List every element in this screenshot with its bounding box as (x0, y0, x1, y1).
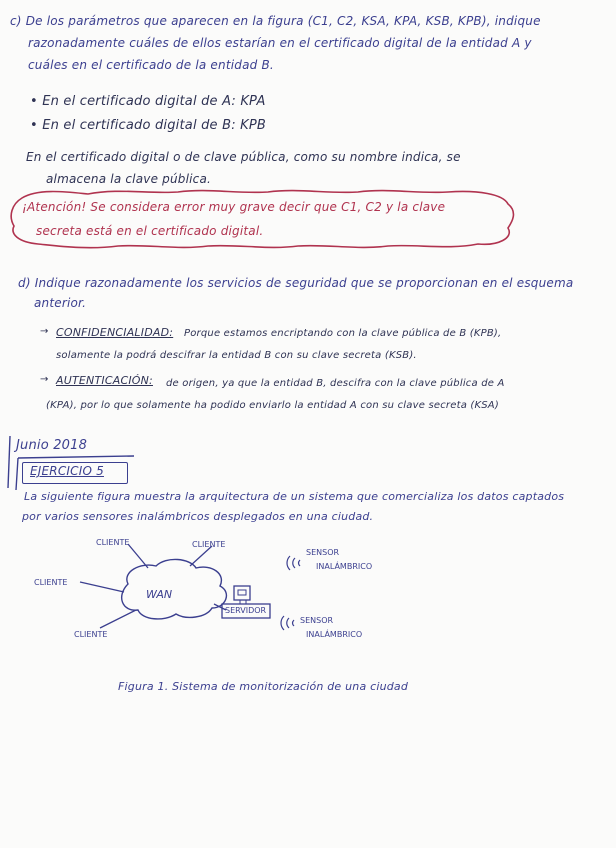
client-top-left-label: CLIENTE (96, 538, 130, 547)
server-label: SERVIDOR (225, 606, 267, 615)
client-top-right-label: CLIENTE (192, 540, 226, 549)
arrow-icon: → (40, 326, 49, 337)
authentication-line-1: de origen, ya que la entidad B, descifra con la clave pública de A (166, 378, 505, 389)
confidentiality-line-1: Porque estamos encriptando con la clave pública de B (KPB), (184, 328, 502, 339)
date-heading: Junio 2018 (16, 438, 88, 453)
warning-line-1: ¡Atención! Se considera error muy grave decir que C1, C2 y la clave (22, 200, 446, 214)
intro-line-1: La siguiente figura muestra la arquitectura de un sistema que comercializa los datos captados (24, 490, 565, 503)
question-c-line-3: cuáles en el certificado de la entidad B. (28, 58, 274, 72)
question-d-line-2: anterior. (34, 296, 87, 310)
question-c-line-2: razonadamente cuáles de ellos estarían en el certificado digital de la entidad A y (28, 36, 532, 50)
question-d-line-1: d) Indique razonadamente los servicios de seguridad que se proporcionan en el esquema (18, 276, 574, 290)
note-line-1: En el certificado digital o de clave pública, como su nombre indica, se (26, 150, 461, 164)
authentication-line-2: (KPA), por lo que solamente ha podido enviarlo la entidad A con su clave secreta (KSA) (46, 400, 499, 411)
sensor-2-label-line-2: INALÁMBRICO (306, 630, 363, 639)
note-line-2: almacena la clave pública. (46, 172, 212, 186)
warning-cloud-outline (8, 186, 518, 254)
bullet-certificate-a: • En el certificado digital de A: KPA (30, 94, 266, 109)
client-bottom-label: CLIENTE (74, 630, 108, 639)
wan-cloud (122, 559, 227, 619)
question-c-line-1: c) De los parámetros que aparecen en la figura (C1, C2, KSA, KPA, KSB, KPB), indique (10, 14, 541, 28)
arrow-icon: → (40, 374, 49, 385)
warning-line-2: secreta está en el certificado digital. (36, 224, 264, 238)
exercise-title: EJERCICIO 5 (30, 464, 104, 478)
client-left-label: CLIENTE (34, 578, 68, 587)
intro-line-2: por varios sensores inalámbricos desplegados en una ciudad. (22, 510, 374, 523)
sensor-1-label-line-2: INALÁMBRICO (316, 562, 373, 571)
wan-label: WAN (146, 588, 173, 601)
authentication-title: AUTENTICACIÓN: (56, 374, 153, 387)
sensor-1-label-line-1: SENSOR (306, 548, 340, 557)
confidentiality-title: CONFIDENCIALIDAD: (56, 326, 174, 339)
confidentiality-line-2: solamente la podrá descifrar la entidad B con su clave secreta (KSB). (56, 350, 417, 361)
bullet-certificate-b: • En el certificado digital de B: KPB (30, 118, 266, 133)
figure-caption: Figura 1. Sistema de monitorización de una ciudad (118, 680, 409, 693)
sensor-2-label-line-1: SENSOR (300, 616, 334, 625)
